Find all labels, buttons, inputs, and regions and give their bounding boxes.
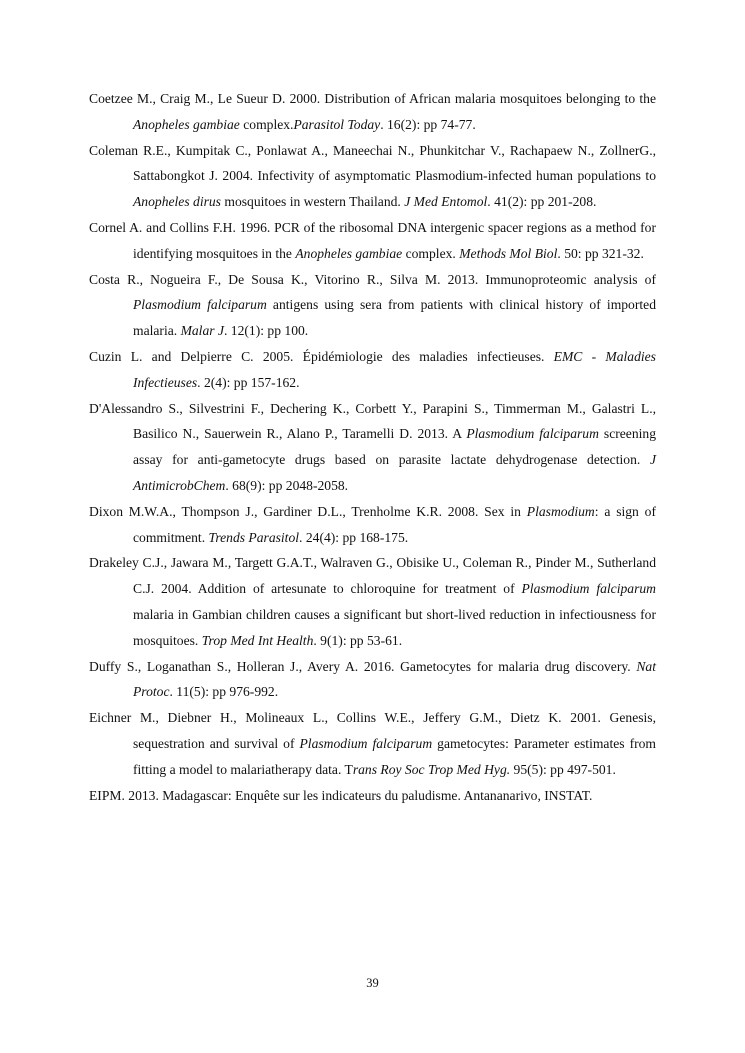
reference-species: Plasmodium falciparum: [521, 581, 656, 597]
reference-title: gametocytes: Parameter estimates from fitting a model to malariatherapy data. T: [133, 735, 656, 777]
reference-title: antigens using sera from patients with clinical history of imported malaria.: [133, 297, 656, 339]
reference-journal: J Med Entomol: [404, 194, 488, 210]
reference-entry: [89, 215, 656, 267]
reference-authors: EIPM. 2013. Madagascar: Enquête sur les indicateurs du paludisme. Antananarivo, INSTAT.: [89, 787, 593, 803]
reference-authors: Coetzee M., Craig M., Le Sueur D. 2000. Distribution of African malaria mosquitoes belonging to the: [89, 91, 656, 106]
reference-species: Anopheles gambiae: [295, 245, 403, 261]
reference-journal: Methods Mol Biol: [459, 245, 558, 261]
reference-title: mosquitoes in western Thailand.: [220, 194, 405, 210]
reference-species: Plasmodium: [526, 503, 595, 519]
reference-title: : a sign of commitment.: [133, 503, 656, 545]
reference-details: . 12(1): pp 100.: [223, 323, 309, 339]
reference-authors: Dixon M.W.A., Thompson J., Gardiner D.L., Trenholme K.R. 2008. Sex in: [89, 503, 527, 519]
reference-entry: [89, 550, 656, 653]
reference-journal: rans Roy Soc Trop Med Hyg.: [352, 761, 511, 777]
reference-authors: Coleman R.E., Kumpitak C., Ponlawat A., Maneechai N., Phunkitchar V., Rachapaew N., ZollnerG., Sattabongkot J. 2004. Infectivity of asymptomatic Plasmodium-infected human populations to: [89, 142, 656, 184]
reference-species: Anopheles dirus: [133, 194, 221, 210]
reference-title: screening assay for anti-gametocyte drugs based on parasite lactate dehydrogenase detection.: [133, 426, 657, 468]
reference-entry: [89, 783, 656, 809]
reference-authors: Cuzin L. and Delpierre C. 2005. Épidémiologie des maladies infectieuses.: [89, 348, 554, 364]
reference-journal: Trop Med Int Health: [201, 632, 314, 648]
reference-entry: [89, 344, 656, 396]
reference-details: . 41(2): pp 201-208.: [487, 194, 597, 210]
reference-title: malaria in Gambian children causes a significant but short-lived reduction in infectiousness for mosquitoes.: [133, 606, 656, 648]
reference-details: . 9(1): pp 53-61.: [313, 632, 403, 648]
reference-species: Plasmodium falciparum: [466, 426, 599, 442]
reference-species: Plasmodium falciparum: [299, 735, 433, 751]
reference-journal: Parasitol Today: [293, 116, 381, 132]
reference-details: . 68(9): pp 2048-2058.: [225, 477, 349, 493]
reference-entry: [89, 499, 656, 551]
reference-details: 95(5): pp 497-501.: [510, 761, 616, 777]
reference-details: . 50: pp 321-32.: [557, 245, 644, 261]
reference-details: . 11(5): pp 976-992.: [169, 684, 279, 700]
reference-journal: EMC - Maladies Infectieuses: [133, 348, 656, 390]
reference-entry: [89, 396, 656, 499]
reference-entry: [89, 267, 656, 344]
reference-species: Anopheles gambiae: [133, 116, 240, 132]
page-number: 39: [366, 976, 379, 990]
reference-entry: [89, 138, 656, 215]
reference-details: . 24(4): pp 168-175.: [299, 529, 409, 545]
reference-entry: [89, 86, 656, 138]
reference-journal: J AntimicrobChem: [133, 452, 656, 493]
reference-authors: Cornel A. and Collins F.H. 1996. PCR of the ribosomal DNA intergenic spacer regions as a method for identifying mosquitoes in the: [89, 219, 656, 261]
reference-authors: D'Alessandro S., Silvestrini F., Dechering K., Corbett Y., Parapini S., Timmerman M., Galastri L., Basilico N., Sauerwein R., Alano P., Taramelli D. 2013. A: [89, 400, 656, 442]
reference-details: . 2(4): pp 157-162.: [197, 374, 300, 390]
reference-authors: Eichner M., Diebner H., Molineaux L., Collins W.E., Jeffery G.M., Dietz K. 2001. Genesis, sequestration and survival of: [89, 710, 656, 751]
reference-authors: Drakeley C.J., Jawara M., Targett G.A.T., Walraven G., Obisike U., Coleman R., Pinder M., Sutherland C.J. 2004. Addition of artesunate to chloroquine for treatment of: [89, 555, 656, 597]
reference-journal: Malar J: [180, 323, 224, 339]
reference-details: . 16(2): pp 74-77.: [380, 116, 476, 132]
reference-list: [89, 86, 656, 808]
reference-entry: [89, 705, 656, 782]
reference-authors: Costa R., Nogueira F., De Sousa K., Vitorino R., Silva M. 2013. Immunoproteomic analysis of: [89, 271, 656, 287]
reference-authors: Duffy S., Loganathan S., Holleran J., Avery A. 2016. Gametocytes for malaria drug discovery.: [89, 658, 637, 674]
reference-journal: Trends Parasitol: [208, 529, 300, 545]
reference-entry: [89, 654, 656, 706]
reference-title: complex.: [239, 116, 294, 132]
reference-species: Plasmodium falciparum: [133, 297, 267, 313]
reference-title: complex.: [402, 245, 460, 261]
reference-journal: Nat Protoc: [133, 658, 656, 700]
